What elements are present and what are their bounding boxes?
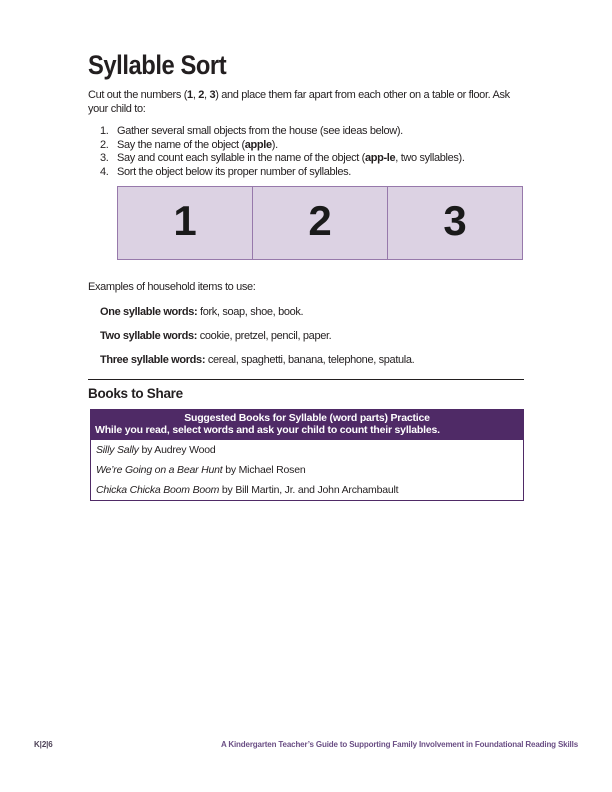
list-item: 3. Say and count each syllable in the name of the object (app-le, two syllables). bbox=[100, 152, 465, 165]
book-author: by Michael Rosen bbox=[222, 463, 306, 476]
intro-paragraph: Cut out the numbers (1, 2, 3) and place them far apart from each other on a table or floor. Ask your child to: bbox=[88, 89, 510, 115]
card-number: 2 bbox=[308, 197, 332, 245]
example-label: One syllable words: bbox=[100, 305, 198, 318]
page-content bbox=[88, 0, 524, 501]
books-section-heading: Books to Share bbox=[88, 385, 183, 401]
book-title: We’re Going on a Bear Hunt bbox=[96, 463, 223, 476]
book-title: Chicka Chicka Boom Boom bbox=[96, 483, 220, 496]
books-table-subtitle: While you read, select words and ask your child to count their syllables. bbox=[95, 424, 440, 437]
card-number: 1 bbox=[173, 197, 197, 245]
sort-card-3 bbox=[388, 187, 522, 259]
instruction-list bbox=[100, 125, 524, 179]
example-line bbox=[100, 330, 524, 343]
book-author: by Bill Martin, Jr. and John Archambault bbox=[219, 483, 399, 496]
intro-text: Cut out the numbers ( bbox=[88, 89, 188, 101]
example-label: Two syllable words: bbox=[100, 329, 198, 342]
book-title: Silly Sally bbox=[96, 443, 139, 456]
example-line bbox=[100, 306, 524, 319]
sort-card-1 bbox=[118, 187, 253, 259]
list-item-number: 1. bbox=[100, 125, 109, 137]
footer-doc-title: A Kindergarten Teacher’s Guide to Supporting Family Involvement in Foundational Reading Skills bbox=[220, 740, 578, 749]
page-footer bbox=[34, 740, 578, 749]
book-row bbox=[91, 440, 523, 460]
page-title: Syllable Sort bbox=[88, 50, 227, 80]
list-item: 4. Sort the object below its proper number of syllables. bbox=[100, 165, 351, 178]
book-row bbox=[91, 460, 523, 480]
example-label: Three syllable words: bbox=[100, 353, 206, 366]
intro-bold-1: 1 bbox=[187, 89, 193, 101]
sort-cards bbox=[117, 186, 523, 260]
list-item-number: 2. bbox=[100, 138, 109, 151]
list-item-number: 3. bbox=[100, 152, 109, 165]
sort-card-2 bbox=[253, 187, 388, 259]
example-words: cereal, spaghetti, banana, telephone, spatula. bbox=[205, 353, 415, 366]
book-author: by Audrey Wood bbox=[138, 443, 216, 456]
list-item-number: 4. bbox=[100, 165, 109, 178]
card-number: 3 bbox=[443, 197, 467, 245]
example-words: fork, soap, shoe, book. bbox=[197, 305, 304, 318]
footer-page-code: K|2|6 bbox=[34, 740, 53, 749]
book-row bbox=[91, 480, 523, 500]
list-item: 1. Gather several small objects from the house (see ideas below). bbox=[100, 125, 403, 137]
books-table bbox=[90, 409, 524, 501]
example-words: cookie, pretzel, pencil, paper. bbox=[197, 329, 332, 342]
books-table-title: Suggested Books for Syllable (word parts) Practice bbox=[184, 411, 430, 424]
example-line bbox=[100, 354, 524, 367]
intro-bold-3: 3 bbox=[209, 89, 216, 101]
books-table-header bbox=[91, 410, 523, 440]
section-divider bbox=[88, 379, 524, 380]
intro-bold-2: 2 bbox=[198, 89, 205, 101]
examples-heading: Examples of household items to use: bbox=[88, 281, 256, 294]
list-item: 2. Say the name of the object (apple). bbox=[100, 138, 278, 151]
